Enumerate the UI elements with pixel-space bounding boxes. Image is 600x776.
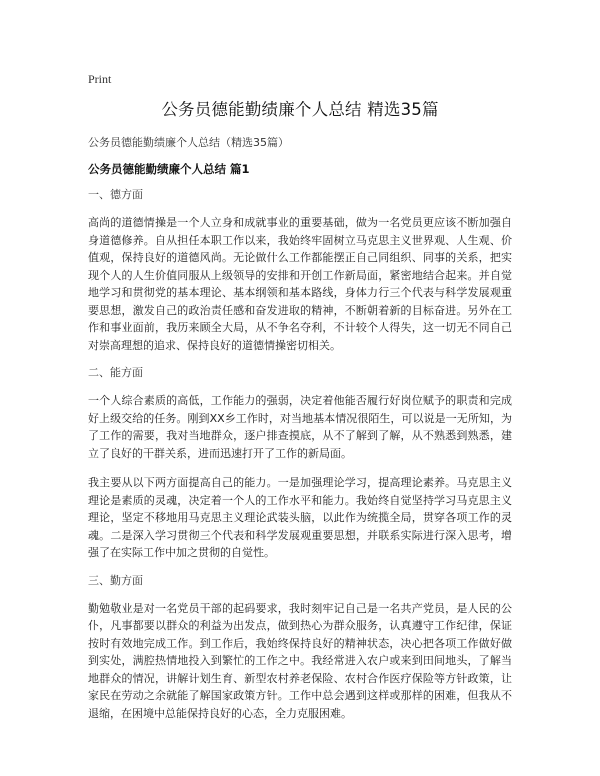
article-heading: 公务员德能勤绩廉个人总结 篇1 [88,162,250,176]
print-link[interactable]: Print [88,72,112,86]
section-heading-de: 一、德方面 [88,188,143,201]
document-subtitle: 公务员德能勤绩廉个人总结（精选35篇） [88,136,289,149]
section-heading-qin: 三、勤方面 [88,573,143,587]
paragraph: 勤勉敬业是对一名党员干部的起码要求，我时刻牢记自己是一名共产党员，是人民的公仆，凡事都要以群众的利益为出发点，做到热心为群众服务，认真遵守工作纪律，保证按时有效地完成工作。到工作后，我始终保持良好的精神状态，决心把各项工作做好做到实处，满腔热情地投入到繁忙的工作之中。我经常进入农户或来到田间地头，了解当地群众的情况，讲解计划生育、新型农村养老保险、农村合作医疗保险等方针政策，让家民在劳动之余就能了解国家政策方针。工作中总会遇到这样或那样的困难，但我从不退缩，在困境中总能保持良好的心态，全力克服困难。 [88,601,512,720]
paragraph: 高尚的道德情操是一个人立身和成就事业的重要基础，做为一名党员更应该不断加强自身道德修养。自从担任本职工作以来，我始终牢固树立马克思主义世界观、人生观、价值观，保持良好的道德风尚。无论做什么工作都能摆正自己同组织、同事的关系，把实现个人的人生价值同服从上级领导的安排和开创工作新局面，紧密地结合起来。并自觉地学习和贯彻党的基本理论、基本纲领和基本路线，身体力行三个代表与科学发展观重要思想，激发自己的政治责任感和奋发进取的精神，不断朝着新的目标奋进。另外在工作和事业面前，我历来顾全大局，从不争名夺利，不计较个人得失，这一切无不同自己对崇高理想的追求、保持良好的道德情操密切相关。 [88,216,512,352]
paragraph: 一个人综合素质的高低，工作能力的强弱，决定着他能否履行好岗位赋予的职责和完成好上级交给的任务。刚到XX乡工作时，对当地基本情况很陌生，可以说是一无所知，为了工作的需要，我对当地群众，逐户排查摸底，从不了解到了解，从不熟悉到熟悉，建立了良好的干群关系，进而迅速打开了工作的新局面。 [88,394,512,460]
section-heading-neng: 二、能方面 [88,366,143,379]
paragraph: 我主要从以下两方面提高自己的能力。一是加强理论学习，提高理论素养。马克思主义理论是素质的灵魂，决定着一个人的工作水平和能力。我始终自觉坚持学习马克思主义理论，坚定不移地用马克思主义理论武装头脑，以此作为统揽全局，贯穿各项工作的灵魂。二是深入学习贯彻三个代表和科学发展观重要思想，并联系实际进行深入思考，增强了在实际工作中加之贯彻的自觉性。 [88,476,512,559]
document-title: 公务员德能勤绩廉个人总结 精选35篇 [161,100,439,119]
